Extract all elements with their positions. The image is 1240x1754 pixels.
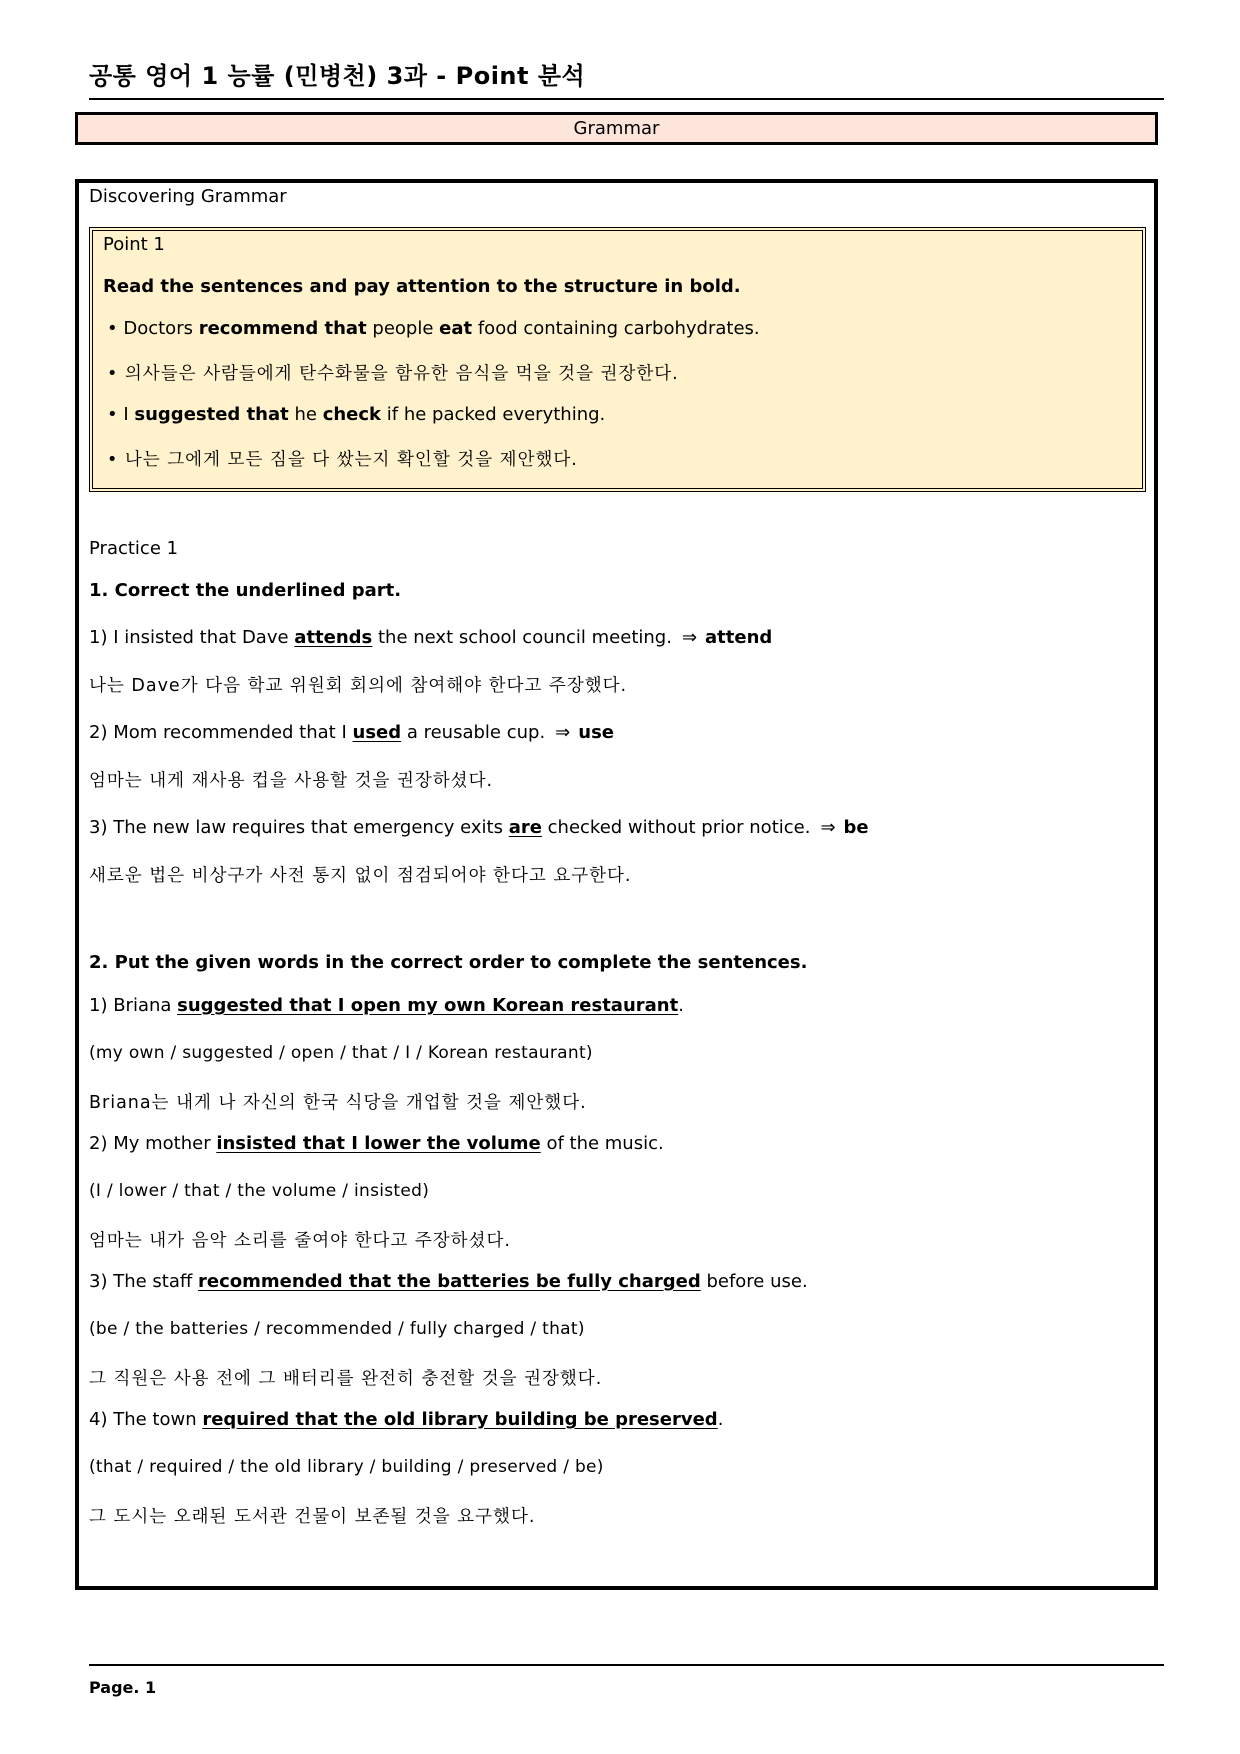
example-bold: check: [322, 404, 382, 425]
example-text: people: [366, 318, 440, 339]
q2-item-1-translation: Briana는 내게 나 자신의 한국 식당을 개업할 것을 제안했다.: [89, 1093, 587, 1113]
q2-item-4-words: (that / required / the old library / building / preserved / be): [89, 1457, 604, 1477]
example-bold: recommend that: [198, 318, 367, 339]
q2-item-2-translation: 엄마는 내가 음악 소리를 줄여야 한다고 주장하셨다.: [89, 1231, 511, 1251]
example-text: if he packed everything.: [381, 404, 606, 425]
q1-item-2-translation: 엄마는 내게 재사용 컵을 사용할 것을 권장하셨다.: [89, 771, 494, 791]
q1-item-1-translation: 나는 Dave가 다음 학교 위원회 회의에 참여해야 한다고 주장했다.: [89, 676, 628, 696]
example-text: I: [123, 404, 135, 425]
underlined-answer: required that the old library building be preserved: [202, 1409, 718, 1430]
item-text: the next school council meeting.: [372, 627, 672, 648]
underlined-answer: insisted that I lower the volume: [216, 1133, 541, 1154]
example-text: food containing carbohydrates.: [472, 318, 760, 339]
question-2-title: 2. Put the given words in the correct order to complete the sentences.: [89, 952, 808, 973]
item-text: 1) Briana: [89, 995, 178, 1016]
item-text: of the music.: [540, 1133, 664, 1154]
q2-item-4-translation: 그 도시는 오래된 도서관 건물이 보존될 것을 요구했다.: [89, 1507, 536, 1527]
item-text: .: [678, 995, 684, 1016]
title-divider: [89, 98, 1164, 100]
answer: be: [843, 817, 869, 838]
q1-item-2: [89, 722, 614, 743]
item-text: 4) The town: [89, 1409, 203, 1430]
practice-label: Practice 1: [89, 538, 179, 559]
section-title: Discovering Grammar: [89, 186, 287, 207]
q1-item-3-translation: 새로운 법은 비상구가 사전 통지 없이 점검되어야 한다고 요구한다.: [89, 866, 632, 886]
example-text: Doctors: [123, 318, 199, 339]
example-text: he: [288, 404, 323, 425]
q2-item-2-words: (I / lower / that / the volume / insisted): [89, 1181, 430, 1201]
item-text: 2) My mother: [89, 1133, 217, 1154]
point-example-2-translation: • 나는 그에게 모든 짐을 다 쌌는지 확인할 것을 제안했다.: [107, 450, 578, 470]
item-text: 3) The staff: [89, 1271, 198, 1292]
q2-item-2: [89, 1133, 664, 1154]
q2-item-3-words: (be / the batteries / recommended / fully charged / that): [89, 1319, 585, 1339]
example-bold: suggested that: [134, 404, 289, 425]
point-example-1-translation: • 의사들은 사람들에게 탄수화물을 함유한 음식을 먹을 것을 권장한다.: [107, 364, 679, 384]
bullet: •: [107, 404, 118, 425]
answer: use: [578, 722, 615, 743]
underlined-part: attends: [294, 627, 373, 648]
page-title: 공통 영어 1 능률 (민병천) 3과 - Point 분석: [89, 62, 586, 90]
q2-item-1-words: (my own / suggested / open / that / I / Korean restaurant): [89, 1043, 593, 1063]
bullet: •: [107, 318, 118, 339]
item-text: 1) I insisted that Dave: [89, 627, 295, 648]
underlined-part: are: [508, 817, 542, 838]
page-number: Page. 1: [89, 1678, 157, 1697]
question-1-title: 1. Correct the underlined part.: [89, 580, 402, 601]
item-text: 2) Mom recommended that I: [89, 722, 353, 743]
underlined-answer: recommended that the batteries be fully charged: [197, 1271, 701, 1292]
point-example-1: [107, 318, 760, 339]
arrow-icon: ⇒: [555, 722, 571, 743]
underlined-answer: suggested that I open my own Korean restaurant: [177, 995, 679, 1016]
q2-item-4: [89, 1409, 723, 1430]
arrow-icon: ⇒: [820, 817, 836, 838]
example-bold: eat: [439, 318, 473, 339]
item-text: 3) The new law requires that emergency exits: [89, 817, 509, 838]
item-text: before use.: [700, 1271, 808, 1292]
item-text: .: [717, 1409, 724, 1430]
section-banner: Grammar: [75, 112, 1158, 145]
arrow-icon: ⇒: [681, 627, 698, 648]
answer: attend: [705, 627, 773, 648]
q2-item-3-translation: 그 직원은 사용 전에 그 배터리를 완전히 충전할 것을 권장했다.: [89, 1369, 603, 1389]
point-instruction: Read the sentences and pay attention to the structure in bold.: [103, 276, 741, 297]
q2-item-3: [89, 1271, 808, 1292]
footer-divider: [89, 1664, 1164, 1666]
point-label: Point 1: [103, 234, 165, 255]
q2-item-1: [89, 995, 684, 1016]
point-example-2: [107, 404, 605, 425]
item-text: checked without prior notice.: [541, 817, 811, 838]
item-text: a reusable cup.: [401, 722, 546, 743]
q1-item-1: [89, 627, 772, 648]
q1-item-3: [89, 817, 869, 838]
underlined-part: used: [352, 722, 402, 743]
